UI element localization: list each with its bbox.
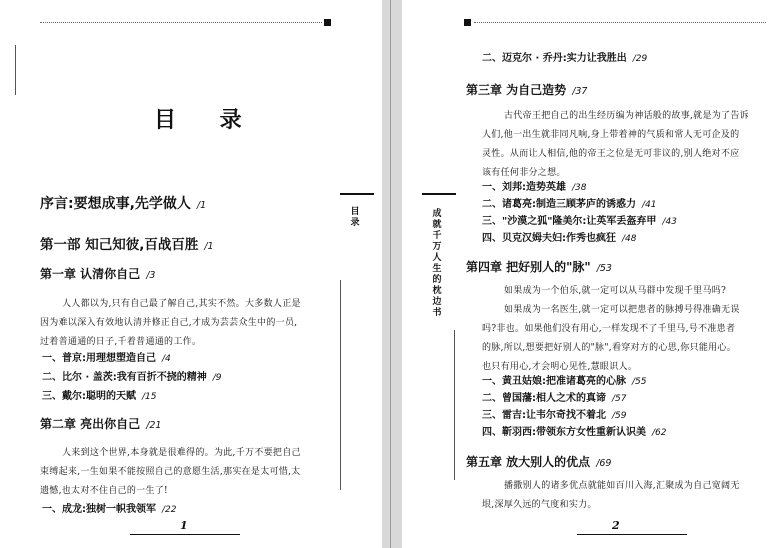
intro-line: 因为难以深入有效地认清并修正自己,才成为芸芸众生中的一员,	[40, 318, 298, 328]
entry-label: 三、"沙漠之狐"隆美尔:让英军丢盔弃甲	[482, 216, 657, 227]
entry-page: /22	[162, 505, 177, 515]
intro-line: 播撒别人的诸多优点就能如百川入海,汇聚成为自己宽阔无	[504, 481, 740, 491]
entry-label: 三、戴尔:聪明的天赋	[42, 391, 136, 402]
toc-entry-section[interactable]	[482, 423, 666, 438]
header-dotted-rule	[40, 22, 322, 23]
intro-line: 过着普通通的日子,千着普通通的工作。	[40, 337, 202, 347]
entry-label: 一、成龙:独树一帜我领军	[42, 504, 156, 515]
entry-page: /9	[212, 373, 222, 383]
entry-page: /3	[146, 270, 156, 281]
side-tab-top-rule	[422, 193, 456, 195]
entry-page: /55	[632, 377, 647, 387]
right-page	[402, 0, 784, 548]
entry-label: 四、贝克汉姆夫妇:作秀也疯狂	[482, 233, 616, 244]
gutter-fold-line	[390, 0, 391, 548]
entry-label: 二、迈克尔 · 乔丹:实力让我胜出	[482, 53, 627, 64]
entry-label: 第三章 为自己造势	[466, 83, 567, 97]
toc-entry-chapter-2[interactable]	[40, 415, 161, 432]
side-tab-top-rule	[340, 193, 374, 195]
toc-entry-chapter-3[interactable]	[466, 81, 587, 98]
book-gutter	[382, 0, 402, 548]
side-tab-rule	[454, 330, 455, 480]
side-tab-label: 目录	[350, 207, 360, 228]
intro-line: 的脉,所以,想要把好别人的"脉",看穿对方的心思,你只能用心。	[482, 343, 737, 353]
left-page	[0, 0, 382, 548]
toc-entry-section[interactable]	[482, 389, 626, 404]
toc-entry-section[interactable]	[482, 229, 636, 244]
page-number: 2	[612, 519, 620, 532]
entry-page: /37	[572, 86, 588, 97]
intro-line: 人人都以为,只有自己最了解自己,其实不然。大多数人正是	[62, 299, 301, 309]
entry-label: 第一章 认清你自己	[40, 267, 141, 281]
left-margin-rule	[15, 45, 16, 95]
toc-entry-preface[interactable]	[40, 193, 206, 213]
entry-page: /69	[596, 458, 612, 469]
entry-label: 一、普京:用理想塑造自己	[42, 353, 156, 364]
toc-entry-section[interactable]	[482, 406, 626, 421]
intro-line: 垠,深厚久远的气度和实力。	[482, 500, 597, 510]
footer-rule	[130, 534, 240, 535]
header-square-marker	[324, 19, 331, 26]
intro-line: 吗?非也。如果他们没有用心,一样发现不了千里马,号不准患者	[482, 324, 736, 334]
intro-line: 人们,他一出生就非同凡响,身上带着神的气质和常人无可企及的	[482, 130, 740, 140]
intro-line: 如果成为一名医生,就一定可以把患者的脉搏号得准确无误	[504, 305, 740, 315]
book-side-tab	[422, 193, 456, 333]
entry-page: /1	[196, 200, 207, 211]
entry-page: /15	[142, 392, 157, 402]
toc-entry-section[interactable]	[482, 212, 677, 227]
chapter-4-intro	[482, 282, 768, 377]
side-tab-label: 成就千万人生的枕边书	[432, 209, 442, 318]
intro-line: 如果成为一个伯乐,就一定可以从马群中发现千里马吗?	[504, 286, 727, 296]
toc-entry-section[interactable]	[482, 178, 586, 193]
toc-entry-section[interactable]	[42, 349, 171, 364]
toc-entry-chapter-1[interactable]	[40, 265, 155, 282]
entry-page: /57	[612, 394, 627, 404]
footer-rule	[577, 534, 687, 535]
entry-page: /29	[632, 54, 648, 64]
toc-entry-chapter-4[interactable]	[466, 258, 612, 275]
side-tab-rule	[340, 280, 341, 490]
entry-label: 一、刘邦:造势英雄	[482, 182, 566, 193]
intro-line: 该有任何非分之想。	[482, 168, 566, 178]
intro-line: 古代帝王把自己的出生经历编为神话般的故事,就是为了告诉	[504, 111, 749, 121]
entry-label: 二、曾国藩:相人之术的真谛	[482, 393, 606, 404]
intro-line: 束缚起来,一生如果不能按照自己的意愿生活,那实在是太可惜,太	[40, 467, 301, 477]
toc-entry-section[interactable]	[482, 372, 646, 387]
intro-line: 灵性。从而让人相信,他的帝王之位是无可非议的,别人绝对不应	[482, 149, 740, 159]
toc-title: 目 录	[154, 108, 260, 133]
entry-page: /21	[146, 420, 162, 431]
entry-label: 第一部 知己知彼,百战百胜	[40, 237, 199, 253]
toc-entry-section[interactable]	[482, 49, 647, 64]
entry-page: /53	[596, 263, 612, 274]
entry-label: 一、黄丑姑娘:把准诸葛亮的心脉	[482, 376, 626, 387]
intro-line: 也只有用心,才会明心见性,慧眼识人。	[482, 362, 638, 372]
entry-label: 第五章 放大别人的优点	[466, 455, 591, 469]
chapter-3-intro	[482, 107, 768, 183]
entry-label: 四、靳羽西:带领东方女性重新认识美	[482, 427, 646, 438]
entry-page: /1	[204, 241, 214, 252]
header-square-marker	[464, 19, 471, 26]
entry-page: /59	[612, 411, 627, 421]
toc-entry-section[interactable]	[42, 500, 176, 515]
entry-page: /48	[622, 234, 637, 244]
toc-entry-chapter-5[interactable]	[466, 453, 611, 470]
entry-label: 第四章 把好别人的"脉"	[466, 260, 591, 274]
toc-entry-section[interactable]	[42, 368, 222, 383]
entry-label: 二、比尔 · 盖茨:我有百折不挠的精神	[42, 372, 207, 383]
chapter-1-intro	[40, 295, 322, 352]
toc-side-tab	[340, 193, 374, 283]
header-dotted-rule	[474, 22, 766, 23]
entry-label: 二、诸葛亮:制造三顾茅庐的诱惑力	[482, 199, 636, 210]
entry-label: 序言:要想成事,先学做人	[40, 196, 191, 212]
entry-page: /62	[652, 428, 667, 438]
page-number: 1	[180, 519, 188, 532]
entry-page: /4	[162, 354, 171, 364]
intro-line: 人来到这个世界,本身就是很难得的。为此,千万不要把自己	[62, 448, 301, 458]
intro-line: 遗憾,也太对不住自己的一生了!	[40, 486, 168, 496]
toc-entry-section[interactable]	[42, 387, 156, 402]
entry-page: /41	[642, 200, 657, 210]
entry-page: /43	[662, 217, 677, 227]
entry-page: /38	[572, 183, 587, 193]
toc-entry-section[interactable]	[482, 195, 656, 210]
entry-label: 三、雷吉:让韦尔奇找不着北	[482, 410, 606, 421]
chapter-2-intro	[40, 444, 322, 501]
toc-entry-part-1[interactable]	[40, 233, 214, 253]
chapter-5-intro	[482, 477, 768, 515]
entry-label: 第二章 亮出你自己	[40, 417, 141, 431]
